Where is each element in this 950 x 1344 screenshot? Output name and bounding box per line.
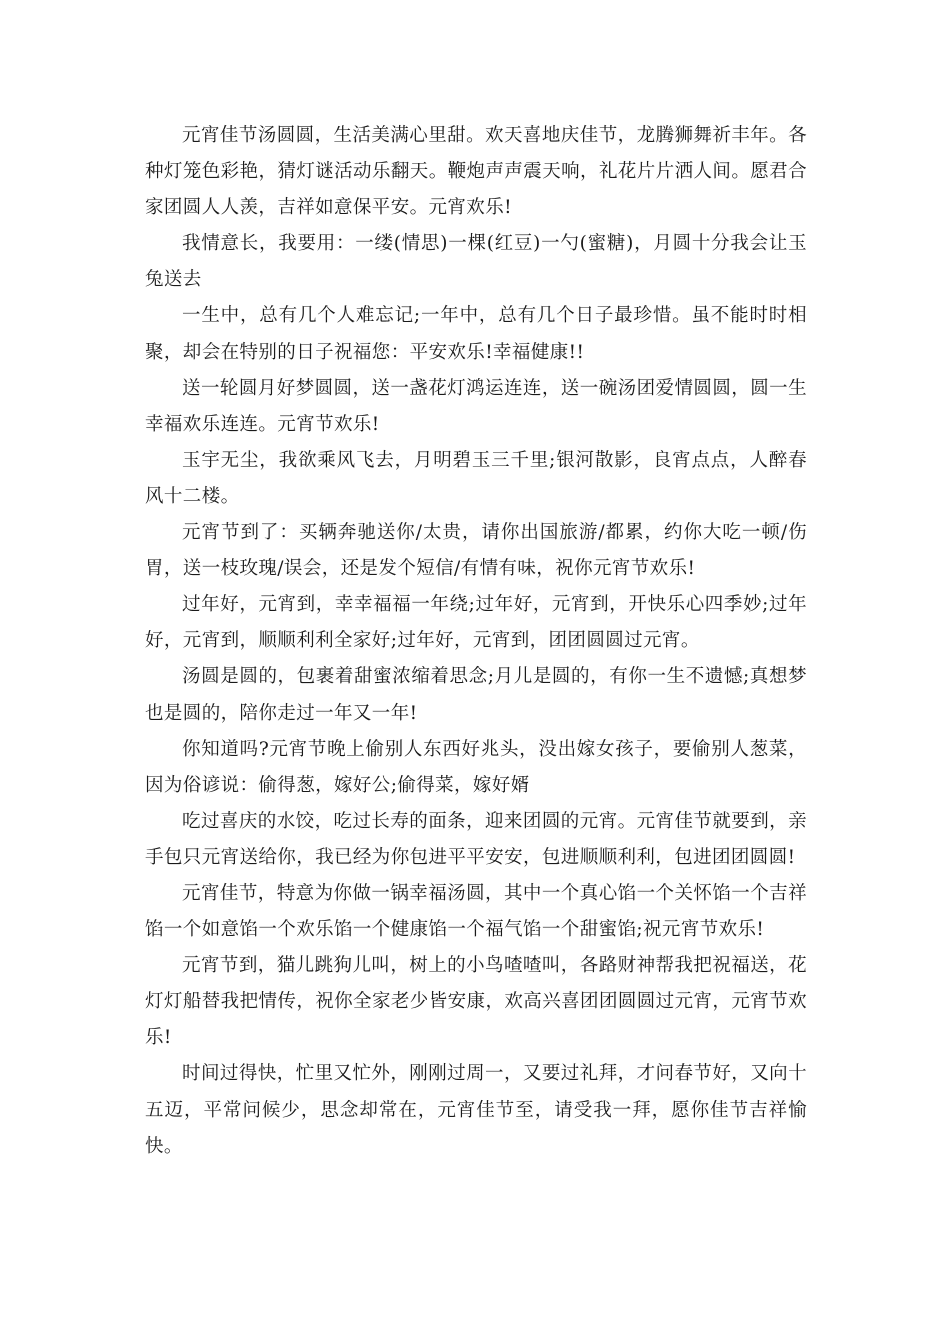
paragraph: 我情意长，我要用：一缕(情思)一棵(红豆)一勺(蜜糖)，月圆十分我会让玉兔送去 <box>145 233 807 291</box>
paragraph: 过年好，元宵到，幸幸福福一年绕;过年好，元宵到，开快乐心四季妙;过年好，元宵到，顺顺利利全家好;过年好，元宵到，团团圆圆过元宵。 <box>145 594 807 652</box>
paragraph: 元宵节到，猫儿跳狗儿叫，树上的小鸟喳喳叫，各路财神帮我把祝福送，花灯灯船替我把情传，祝你全家老少皆安康，欢高兴喜团团圆圆过元宵，元宵节欢乐! <box>145 955 807 1049</box>
paragraph: 元宵佳节汤圆圆，生活美满心里甜。欢天喜地庆佳节，龙腾狮舞祈丰年。各种灯笼色彩艳，猜灯谜活动乐翻天。鞭炮声声震天响，礼花片片洒人间。愿君合家团圆人人羡，吉祥如意保平安。元宵欢乐! <box>145 125 807 219</box>
paragraph: 吃过喜庆的水饺，吃过长寿的面条，迎来团圆的元宵。元宵佳节就要到，亲手包只元宵送给你，我已经为你包进平平安安，包进顺顺利利，包进团团圆圆! <box>145 810 807 868</box>
paragraph: 一生中，总有几个人难忘记;一年中，总有几个日子最珍惜。虽不能时时相聚，却会在特别的日子祝福您：平安欢乐!幸福健康!! <box>145 305 807 363</box>
paragraph: 送一轮圆月好梦圆圆，送一盏花灯鸿运连连，送一碗汤团爱情圆圆，圆一生幸福欢乐连连。元宵节欢乐! <box>145 377 807 435</box>
document-body <box>145 118 807 1165</box>
paragraph: 玉宇无尘，我欲乘风飞去，月明碧玉三千里;银河散影，良宵点点，人醉春风十二楼。 <box>145 449 807 507</box>
paragraph: 元宵佳节，特意为你做一锅幸福汤圆，其中一个真心馅一个关怀馅一个吉祥馅一个如意馅一个欢乐馅一个健康馅一个福气馅一个甜蜜馅;祝元宵节欢乐! <box>145 882 807 941</box>
paragraph: 时间过得快，忙里又忙外，刚刚过周一，又要过礼拜，才问春节好，又向十五迈，平常问候少，思念却常在，元宵佳节至，请受我一拜，愿你佳节吉祥愉快。 <box>145 1063 807 1157</box>
paragraph: 汤圆是圆的，包裹着甜蜜浓缩着思念;月儿是圆的，有你一生不遗憾;真想梦也是圆的，陪你走过一年又一年! <box>145 666 807 724</box>
paragraph: 你知道吗?元宵节晚上偷别人东西好兆头，没出嫁女孩子，要偷别人葱菜，因为俗谚说：偷得葱，嫁好公;偷得菜，嫁好婿 <box>145 738 807 796</box>
paragraph: 元宵节到了：买辆奔驰送你/太贵，请你出国旅游/都累，约你大吃一顿/伤胃，送一枝玫瑰/误会，还是发个短信/有情有味，祝你元宵节欢乐! <box>145 522 807 580</box>
